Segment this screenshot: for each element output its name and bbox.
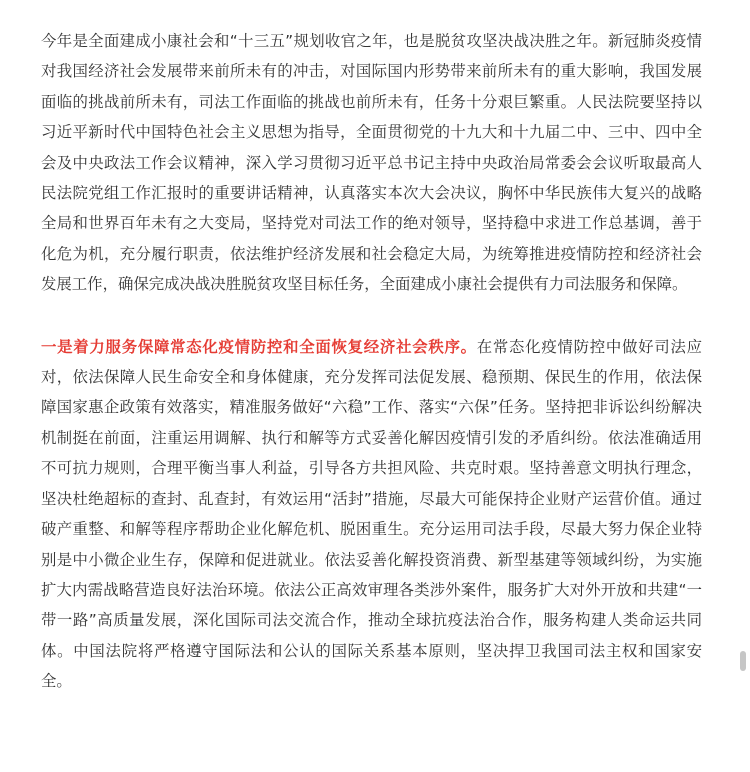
vertical-scrollbar[interactable]: [736, 0, 750, 772]
scrollbar-thumb[interactable]: [740, 651, 746, 671]
paragraph-lead-heading: 一是着力服务保障常态化疫情防控和全面恢复经济社会秩序。: [41, 337, 477, 356]
paragraph-intro: 今年是全面建成小康社会和“十三五”规划收官之年，也是脱贫攻坚决战决胜之年。新冠肺炎疫情对我国经济社会发展带来前所未有的冲击，对国际国内形势带来前所未有的重大影响，我国发展面临的挑战前所未有，司法工作面临的挑战也前所未有，任务十分艰巨繁重。人民法院要坚持以习近平新时代中国特色社会主义思想为指导，全面贯彻党的十九大和十九届二中、三中、四中全会及中央政法工作会议精神，深入学习贯彻习近平总书记主持中央政治局常委会会议听取最高人民法院党组工作汇报时的重要讲话精神，认真落实本次大会决议，胸怀中华民族伟大复兴的战略全局和世界百年未有之大变局，坚持党对司法工作的绝对领导，坚持稳中求进工作总基调，善于化危为机，充分履行职责，依法维护经济发展和社会稳定大局，为统筹推进疫情防控和经济社会发展工作，确保完成决战决胜脱贫攻坚目标任务，全面建成小康社会提供有力司法服务和保障。: [41, 32, 702, 294]
paragraph-first-point: [41, 332, 702, 697]
article-body: [41, 26, 702, 697]
paragraph-first-point-body: 在常态化疫情防控中做好司法应对，依法保障人民生命安全和身体健康，充分发挥司法促发展、稳预期、保民生的作用，依法保障国家惠企政策有效落实，精准服务做好“六稳”工作、落实“六保”任务。坚持把非诉讼纠纷解决机制挺在前面，注重运用调解、执行和解等方式妥善化解因疫情引发的矛盾纠纷。依法准确适用不可抗力规则，合理平衡当事人利益，引导各方共担风险、共克时艰。坚持善意文明执行理念，坚决杜绝超标的查封、乱查封，有效运用“活封”措施，尽最大可能保持企业财产运营价值。通过破产重整、和解等程序帮助企业化解危机、脱困重生。充分运用司法手段，尽最大努力保企业特别是中小微企业生存，保障和促进就业。依法妥善化解投资消费、新型基建等领域纠纷，为实施扩大内需战略营造良好法治环境。依法公正高效审理各类涉外案件，服务扩大对外开放和共建“一带一路”高质量发展，深化国际司法交流合作，推动全球抗疫法治合作，服务构建人类命运共同体。中国法院将严格遵守国际法和公认的国际关系基本原则，坚决捍卫我国司法主权和国家安全。: [41, 337, 702, 691]
